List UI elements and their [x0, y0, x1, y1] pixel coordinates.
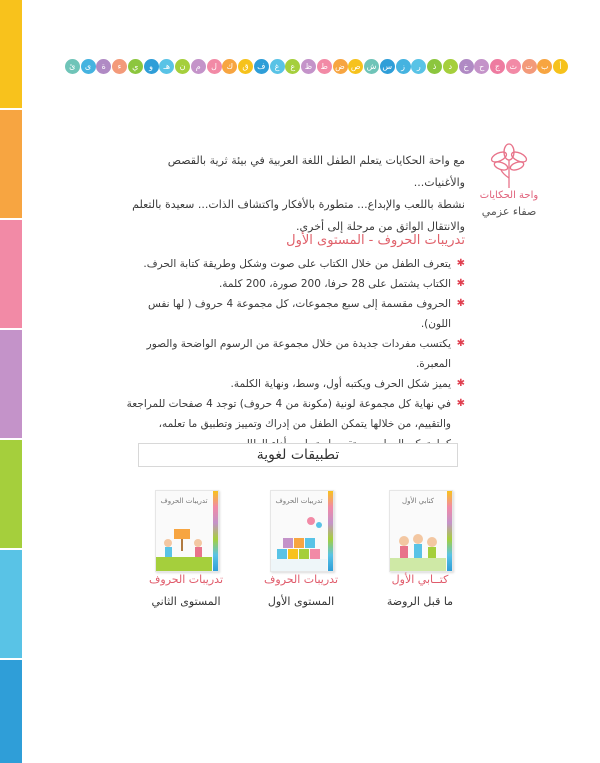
strip-green [0, 440, 22, 548]
intro-paragraph [125, 150, 465, 238]
cover-edge [213, 491, 218, 571]
list-item-text: الحروف مقسمة إلى سبع مجموعات، كل مجموعة 4 حروف ( لها نفس اللون). [147, 298, 451, 330]
strip-purple [0, 330, 22, 438]
book-name: كتــابي الأول [391, 573, 449, 586]
strip-pink [0, 220, 22, 328]
list-item [125, 294, 465, 334]
flower-logo-icon [487, 142, 531, 190]
alphabet-letter: ع [285, 59, 300, 74]
alphabet-letter: ى [81, 59, 96, 74]
alphabet-letter: ذ [427, 59, 442, 74]
alphabet-letter: ي [128, 59, 143, 74]
book-cover[interactable] [389, 490, 453, 572]
children-sign-illustration-icon [156, 511, 212, 571]
list-item [125, 374, 465, 394]
list-item-text: يميز شكل الحرف ويكتبه أول، وسط، ونهاية الكلمة. [230, 378, 451, 390]
alphabet-letter: س [380, 59, 395, 74]
list-item-text: في نهاية كل مجموعة لونية (مكونة من 4 حروف) توجد 4 صفحات للمراجعة [126, 398, 451, 410]
star-bullet-icon: ✱ [456, 378, 465, 389]
alphabet-letter: د [443, 59, 458, 74]
list-item [125, 254, 465, 274]
alphabet-letter: ك [222, 59, 237, 74]
star-bullet-icon: ✱ [456, 398, 465, 409]
book-cover[interactable] [270, 490, 334, 572]
logo [474, 142, 544, 226]
alphabet-letter: م [191, 59, 206, 74]
intro-line: والانتقال الواثق من مرحلة إلى أخرى. [296, 220, 465, 233]
book-level: المستوى الأول [267, 595, 335, 608]
book-level: المستوى الثاني [151, 595, 221, 608]
book-level: ما قبل الروضة [386, 595, 454, 608]
section-title: تدريبات الحروف - المستوى الأول [286, 233, 465, 248]
star-bullet-icon: ✱ [456, 298, 465, 309]
strip-yellow [0, 0, 22, 108]
alphabet-letter: أ [553, 59, 568, 74]
alphabet-letter: ئ [65, 59, 80, 74]
alphabet-letter: ف [254, 59, 269, 74]
book-name: تدريبات الحروف [148, 573, 224, 586]
alphabet-letter: ن [175, 59, 190, 74]
blocks-illustration-icon [271, 511, 327, 571]
alphabet-letter: خ [459, 59, 474, 74]
feature-list [125, 254, 465, 454]
star-bullet-icon: ✱ [456, 258, 465, 269]
star-bullet-icon: ✱ [456, 338, 465, 349]
strip-orange [0, 110, 22, 218]
cover-title: تدريبات الحروف [160, 497, 208, 505]
alphabet-letter: ض [333, 59, 348, 74]
list-item [125, 334, 465, 374]
list-item [125, 274, 465, 294]
list-item-continuation: والتقييم، من خلالها يتمكن الطفل من إدراك وتمييز وتطبيق ما تعلمه، [158, 418, 451, 430]
cover-title: كتابي الأول [402, 497, 434, 505]
alphabet-letter: ش [364, 59, 379, 74]
alphabet-row [64, 59, 568, 77]
alphabet-letter: ج [490, 59, 505, 74]
book-name: تدريبات الحروف [263, 573, 339, 586]
alphabet-letter: غ [270, 59, 285, 74]
book-cover[interactable] [155, 490, 219, 572]
alphabet-letter: ح [474, 59, 489, 74]
list-item-text: الكتاب يشتمل على 28 حرفا، 200 صورة، 200 كلمة. [218, 278, 451, 290]
intro-line: مع واحة الحكايات يتعلم الطفل اللغة العربية في بيئة ثرية بالقصص والأغنيات... [167, 154, 465, 189]
star-bullet-icon: ✱ [456, 278, 465, 289]
list-item-text: يكتسب مفردات جديدة من خلال مجموعة من الرسوم الواضحة والصور المعبرة. [146, 338, 451, 370]
strip-blue [0, 660, 22, 763]
alphabet-letter: ب [537, 59, 552, 74]
apps-heading: تطبيقات لغوية [138, 443, 458, 467]
alphabet-letter: ء [112, 59, 127, 74]
alphabet-letter: و [144, 59, 159, 74]
alphabet-letter: ر [411, 59, 426, 74]
cover-edge [328, 491, 333, 571]
kids-illustration-icon [390, 511, 446, 571]
alphabet-letter: ق [238, 59, 253, 74]
alphabet-letter: ص [348, 59, 363, 74]
alphabet-letter: ط [317, 59, 332, 74]
alphabet-letter: ظ [301, 59, 316, 74]
alphabet-letter: ز [396, 59, 411, 74]
logo-author: صفاء عزمي [481, 205, 537, 218]
alphabet-letter: ة [96, 59, 111, 74]
intro-line: نشطة باللعب والإبداع... متطورة بالأفكار واكتشاف الذات... سعيدة بالتعلم [132, 198, 465, 211]
strip-lightblue [0, 550, 22, 658]
logo-brand: واحة الحكايات [479, 190, 539, 201]
alphabet-letter: ل [207, 59, 222, 74]
cover-title: تدريبات الحروف [275, 497, 323, 505]
list-item-text: يتعرف الطفل من خلال الكتاب على صوت وشكل وطريقة كتابة الحرف. [143, 258, 451, 270]
cover-edge [447, 491, 452, 571]
alphabet-letter: ث [506, 59, 521, 74]
alphabet-letter: هـ [159, 59, 174, 74]
side-color-strip [0, 0, 22, 763]
alphabet-letter: ت [522, 59, 537, 74]
